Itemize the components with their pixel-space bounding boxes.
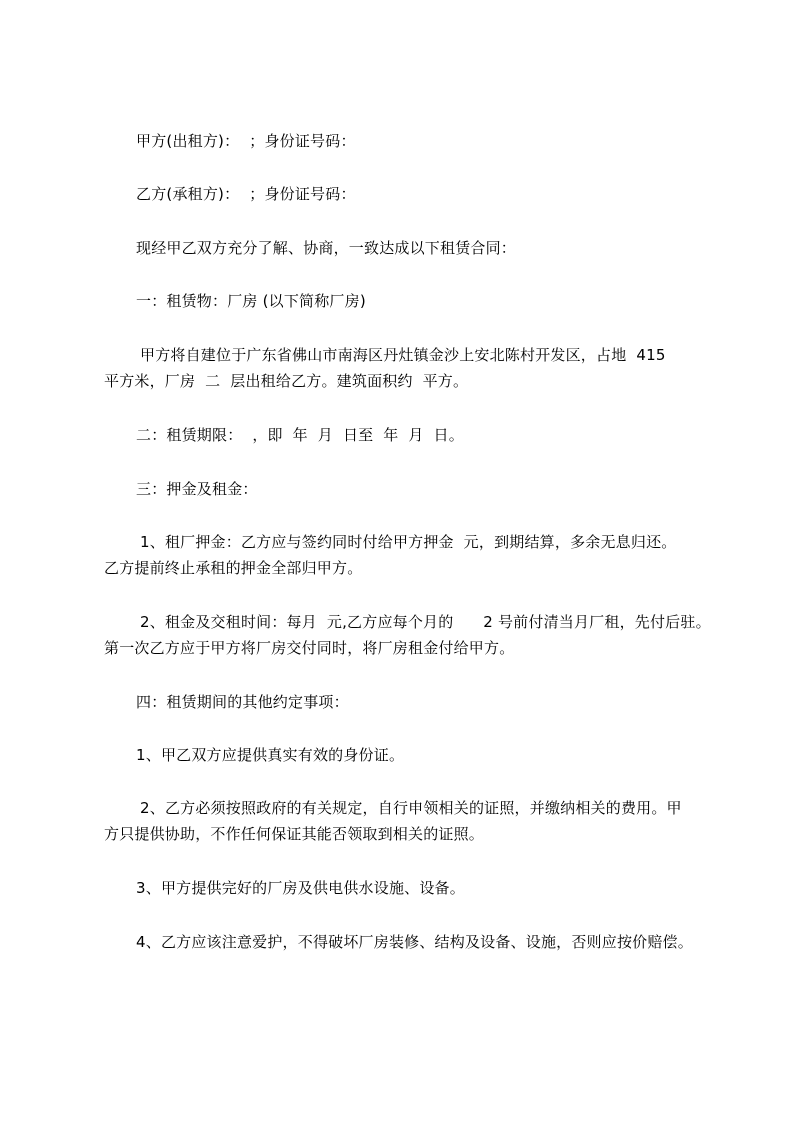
party-b-line: 乙方(承租方)： ；身份证号码： <box>136 185 356 203</box>
party-a-line: 甲方(出租方)： ；身份证号码： <box>136 132 356 150</box>
section-4-heading: 四：租赁期间的其他约定事项： <box>136 693 349 711</box>
section-1-heading: 一：租赁物：厂房 (以下简称厂房) <box>136 292 366 310</box>
item-2-line-2: 方只提供协助，不作任何保证其能否领取到相关的证照。 <box>104 825 485 843</box>
section-2-heading: 二：租赁期限： ，即 年 月 日至 年 月 日。 <box>136 426 464 444</box>
section-1-text-line-1: 甲方将自建位于广东省佛山市南海区丹灶镇金沙上安北陈村开发区，占地 415 <box>140 346 666 364</box>
section-1-text-line-2: 平方米，厂房 二 层出租给乙方。建筑面积约 平方。 <box>104 372 469 390</box>
item-2-line-1: 2、乙方必须按照政府的有关规定，自行申领相关的证照，并缴纳相关的费用。甲 <box>140 799 682 817</box>
section-3-heading: 三：押金及租金： <box>136 480 258 498</box>
item-1-line: 1、甲乙双方应提供真实有效的身份证。 <box>136 746 405 764</box>
item-4-line: 4、乙方应该注意爱护，不得破坏厂房装修、结构及设备、设施，否则应按价赔偿。 <box>136 933 693 951</box>
deposit-clause-line-2: 乙方提前终止承租的押金全部归甲方。 <box>104 559 363 577</box>
preamble-line: 现经甲乙双方充分了解、协商，一致达成以下租赁合同： <box>136 239 517 257</box>
rent-clause-line-1: 2、租金及交租时间：每月 元,乙方应每个月的 2 号前付清当月厂租，先付后驻。 <box>140 613 711 631</box>
rent-clause-line-2: 第一次乙方应于甲方将厂房交付同时，将厂房租金付给甲方。 <box>104 639 515 657</box>
item-3-line: 3、甲方提供完好的厂房及供电供水设施、设备。 <box>136 879 465 897</box>
deposit-clause-line-1: 1、租厂押金：乙方应与签约同时付给甲方押金 元，到期结算，多余无息归还。 <box>140 533 677 551</box>
